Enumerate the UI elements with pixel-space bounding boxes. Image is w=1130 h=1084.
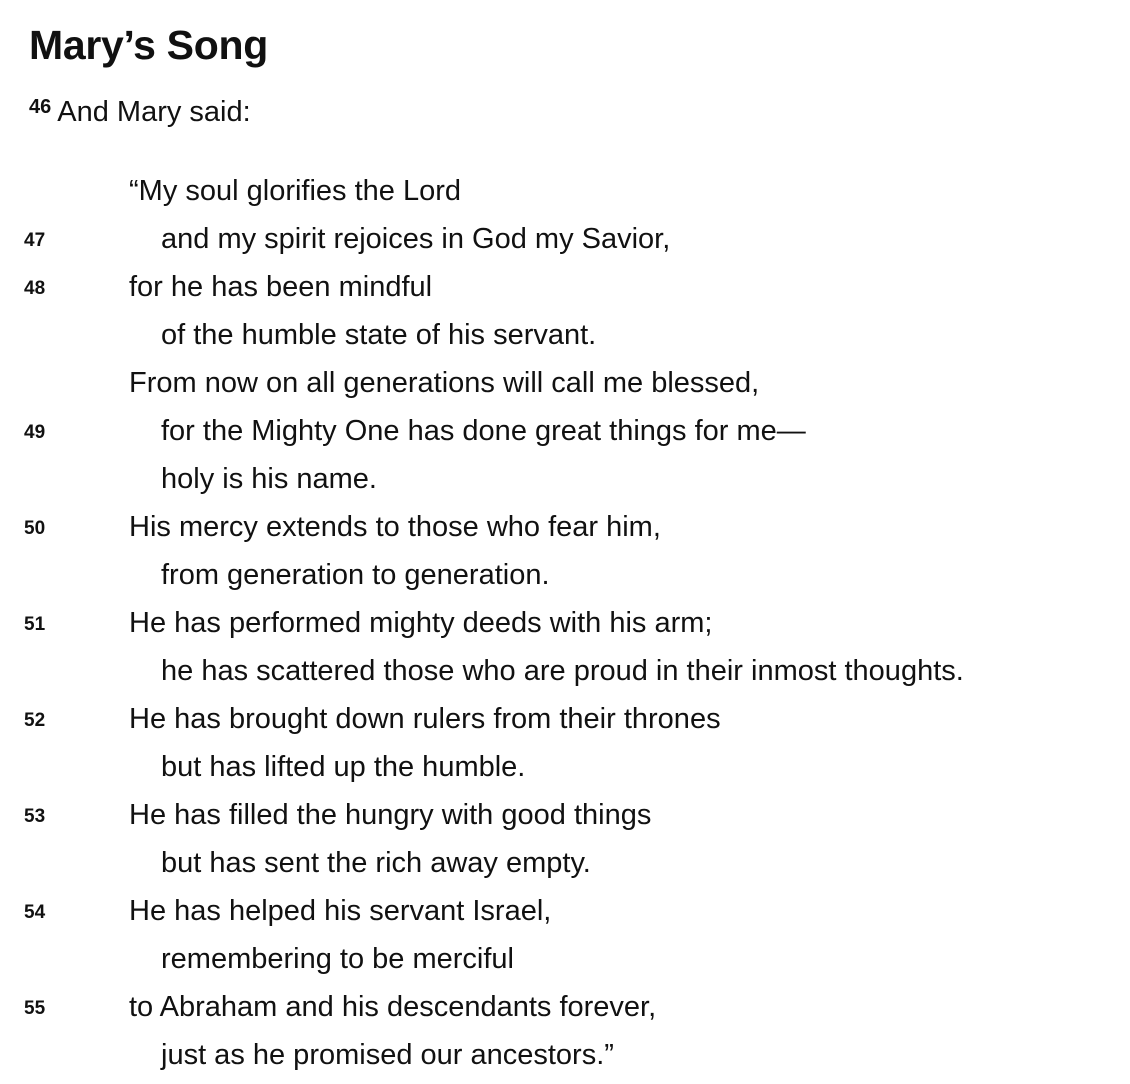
poem-line — [0, 316, 1130, 364]
poem-line-text: for he has been mindful — [129, 271, 433, 303]
poem-body — [0, 172, 1130, 1084]
poem-line-text: From now on all generations will call me blessed, — [129, 367, 760, 399]
poem-line — [0, 364, 1130, 412]
poem-line — [0, 892, 1130, 940]
poem-line — [0, 508, 1130, 556]
poem-line-text: but has sent the rich away empty. — [161, 847, 591, 879]
poem-line-text: He has filled the hungry with good things — [129, 799, 652, 831]
verse-number: 51 — [24, 614, 46, 635]
poem-line-text: from generation to generation. — [161, 559, 550, 591]
poem-line-text: His mercy extends to those who fear him, — [129, 511, 661, 543]
poem-line — [0, 220, 1130, 268]
poem-line-text: for the Mighty One has done great things for me— — [161, 415, 806, 447]
poem-line — [0, 268, 1130, 316]
poem-line — [0, 412, 1130, 460]
poem-line — [0, 556, 1130, 604]
verse-number: 46 — [29, 96, 52, 118]
verse-number: 55 — [24, 998, 46, 1019]
poem-line — [0, 940, 1130, 988]
poem-line — [0, 700, 1130, 748]
poem-line — [0, 988, 1130, 1036]
poem-line — [0, 844, 1130, 892]
poem-line-text: remembering to be merciful — [161, 943, 514, 975]
intro-line — [29, 96, 251, 129]
verse-number: 53 — [24, 806, 46, 827]
poem-line — [0, 652, 1130, 700]
verse-number: 49 — [24, 422, 46, 443]
poem-line-text: he has scattered those who are proud in their inmost thoughts. — [161, 655, 964, 687]
poem-line — [0, 172, 1130, 220]
poem-line — [0, 1036, 1130, 1084]
poem-line — [0, 796, 1130, 844]
poem-line-text: just as he promised our ancestors.” — [161, 1039, 614, 1071]
verse-text: And Mary said: — [57, 96, 251, 128]
poem-line-text: holy is his name. — [161, 463, 377, 495]
poem-line-text: but has lifted up the humble. — [161, 751, 526, 783]
poem-line — [0, 748, 1130, 796]
poem-line-text: to Abraham and his descendants forever, — [129, 991, 657, 1023]
section-title: Mary’s Song — [29, 22, 268, 68]
poem-line-text: He has performed mighty deeds with his arm; — [129, 607, 713, 639]
poem-line — [0, 604, 1130, 652]
poem-line-text: He has brought down rulers from their thrones — [129, 703, 721, 735]
verse-number: 47 — [24, 230, 46, 251]
poem-line-text: of the humble state of his servant. — [161, 319, 597, 351]
poem-line-text: “My soul glorifies the Lord — [129, 175, 462, 207]
poem-line-text: and my spirit rejoices in God my Savior, — [161, 223, 671, 255]
verse-number: 52 — [24, 710, 46, 731]
verse-number: 50 — [24, 518, 46, 539]
verse-number: 54 — [24, 902, 46, 923]
poem-line — [0, 460, 1130, 508]
poem-line-text: He has helped his servant Israel, — [129, 895, 552, 927]
verse-number: 48 — [24, 278, 46, 299]
